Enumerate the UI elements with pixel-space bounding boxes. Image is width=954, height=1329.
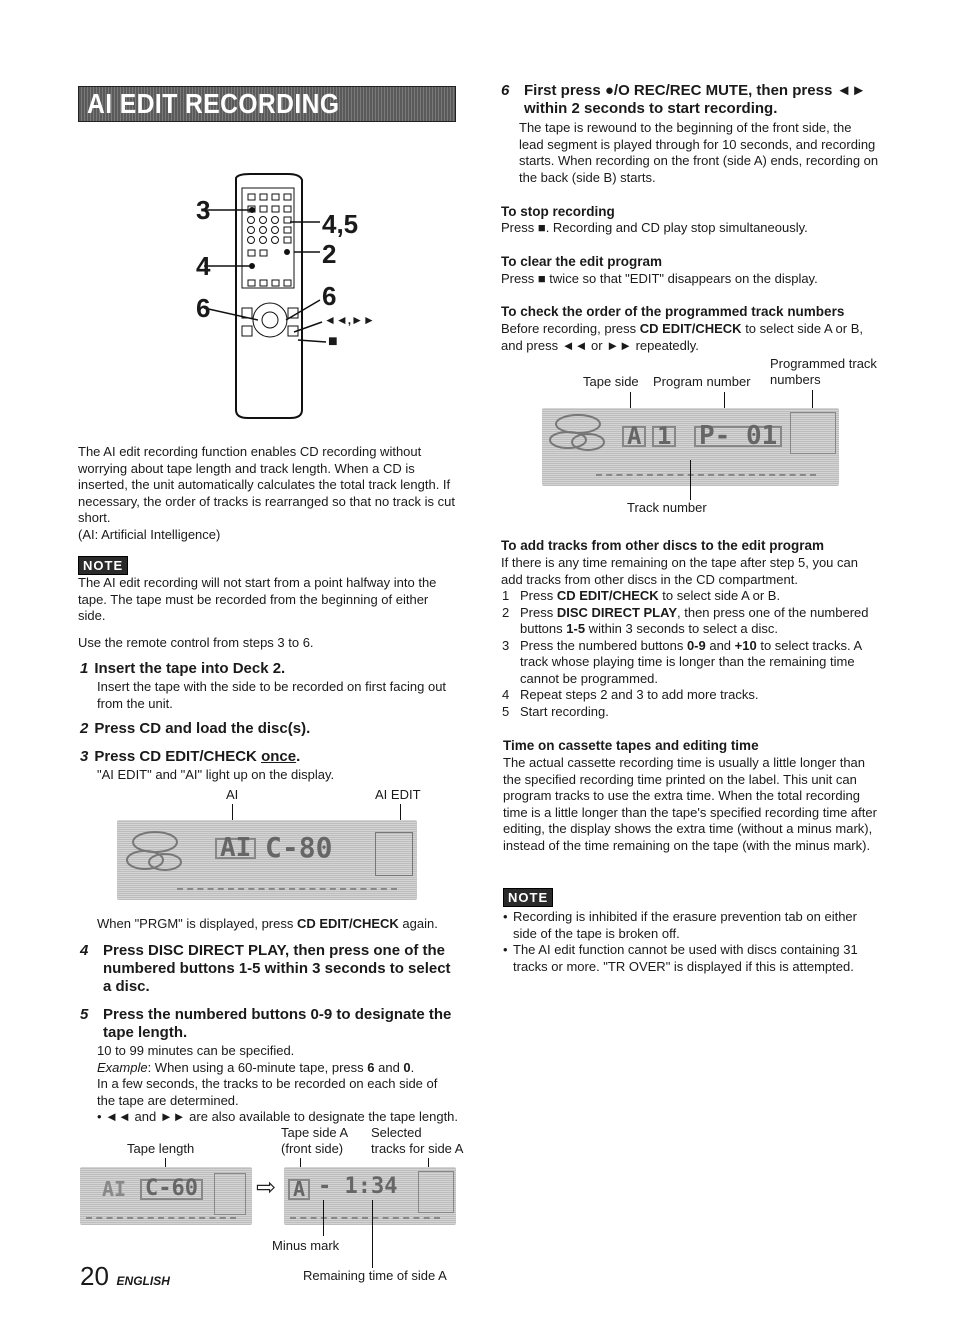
callout-4: 4 [196, 251, 211, 281]
time-text: The actual cassette recording time is usually a little longer than the specified recording time printed on the label. This unit can program tracks to use the extra time. When the total recording time is a little longer than the tape's specified recording time after editing, the display shows the extra time (without a minus mark), instead of the time remaining on the tape (with the minus mark). [503, 755, 877, 853]
callout-stop: ■ [328, 333, 338, 350]
clear-title: To clear the edit program [501, 254, 663, 269]
step-5-body: 10 to 99 minutes can be specified. Example: When using a 60-minute tape, press 6 and 0. In a few seconds, the tracks to be recorded on each side of the tape are determined. • ◄◄ and ►► are also available to designate the tape length. [97, 1043, 459, 1124]
step-3-title: 3 Press CD EDIT/CHECK once. [80, 748, 301, 765]
label-ai-edit: AI EDIT [375, 787, 421, 802]
note-label: NOTE [78, 556, 128, 575]
step-1-title: 1 Insert the tape into Deck 2. [80, 660, 286, 677]
list-item: 2 Press DISC DIRECT PLAY, then press one of the numbered buttons 1-5 within 3 seconds to select a disc. [502, 604, 869, 636]
step-5-title: 5 Press the numbered buttons 0-9 to designate the tape length. [80, 1006, 452, 1041]
leader-remaining [372, 1200, 373, 1268]
label-front-side: (front side) [281, 1141, 344, 1156]
lcd-display-step3 [117, 820, 417, 900]
add-intro: If there is any time remaining on the tape after step 5, you can add tracks from other discs in the CD compartment. [501, 555, 858, 587]
callout-3: 3 [196, 195, 211, 225]
stop-text: Press ■. Recording and CD play stop simultaneously. [501, 220, 808, 235]
callout-6-right: 6 [322, 281, 337, 311]
disc-icon-r [548, 412, 608, 458]
label-tracks-a: tracks for side A [371, 1141, 464, 1156]
callout-2: 2 [322, 239, 337, 269]
step-3-body: "AI EDIT" and "AI" light up on the display. [97, 767, 335, 782]
lcd-level-bar [177, 888, 397, 890]
step-2-title: 2 Press CD and load the disc(s). [80, 720, 311, 737]
callout-4-5: 4,5 [322, 209, 359, 239]
label-selected: Selected [371, 1125, 422, 1140]
callout-6-left: 6 [196, 293, 211, 323]
step-3-after: When "PRGM" is displayed, press CD EDIT/CHECK again. [97, 916, 438, 931]
lcd-remaining-text: - 1:34 [318, 1174, 398, 1199]
intro-block [78, 444, 458, 543]
label-tape-side: Tape side [583, 374, 639, 389]
lcd-display-step5-b: A - 1:34 [284, 1167, 456, 1225]
list-item: 3 Press the numbered buttons 0-9 and +10 to select tracks. A track whose playing time is longer than the remaining time cannot be programmed. [502, 637, 862, 686]
lcd-track-grid [375, 832, 413, 876]
page-footer [80, 1262, 170, 1290]
note-text-left: The AI edit recording will not start from a point halfway into the tape. The tape must be recorded from the beginning of either side. [78, 575, 437, 623]
label-track-number: Track number [627, 500, 707, 515]
time-title: Time on cassette tapes and editing time [503, 738, 759, 753]
remote-control-icon [190, 170, 390, 430]
label-remaining-time: Remaining time of side A [303, 1268, 447, 1283]
intro-paragraph: The AI edit recording function enables CD recording without worrying about tape length and track length. When a CD is inserted, the unit automatically calculates the total track length. If necessary, the order of tracks is rearranged so that no track is cut short. [78, 444, 455, 525]
disc-icon [125, 828, 185, 878]
note-list-right [503, 909, 881, 975]
label-minus-mark: Minus mark [272, 1238, 340, 1253]
callout-skip: ◄◄,►► [324, 313, 375, 327]
check-title: To check the order of the programmed track numbers [501, 304, 845, 319]
note-badge-left [78, 556, 128, 575]
label-numbers: numbers [770, 372, 821, 387]
section-title: AI EDIT RECORDING [87, 88, 340, 119]
lcd-c80-text: C-80 [265, 831, 333, 864]
label-tape-length: Tape length [127, 1141, 195, 1156]
label-programmed-track: Programmed track [770, 356, 877, 371]
step-4-title: 4 Press DISC DIRECT PLAY, then press one of the numbered buttons 1-5 within 3 seconds to select a disc. [80, 942, 451, 995]
step-6-body: The tape is rewound to the beginning of the front side, the lead segment is played through for 10 seconds, and recording starts. When recording on the front (side A) ends, recording on the back (side B) starts. [519, 120, 879, 185]
add-title: To add tracks from other discs to the edit program [501, 538, 825, 553]
list-item: 4 Repeat steps 2 and 3 to add more tracks. [502, 687, 759, 702]
add-steps-list [502, 588, 882, 720]
remote-hint: Use the remote control from steps 3 to 6. [78, 635, 314, 650]
page-language: ENGLISH [116, 1274, 170, 1288]
step-1-body: Insert the tape with the side to be recorded on first facing out from the unit. [97, 679, 447, 711]
clear-text: Press ■ twice so that "EDIT" disappears on the display. [501, 271, 818, 286]
list-item: 5 Start recording. [502, 703, 609, 719]
lcd-display-check: A 1 P- 01 [542, 408, 839, 486]
list-item: 1 Press CD EDIT/CHECK to select side A or B. [502, 588, 781, 603]
lcd-display-step5-a: AI C-60 [80, 1167, 252, 1225]
section-title-bar [78, 86, 456, 122]
intro-ai-definition: (AI: Artificial Intelligence) [78, 526, 221, 542]
remote-illustration [190, 170, 390, 430]
note-bullet: • The AI edit function cannot be used with discs containing 31 tracks or more. "TR OVER" is displayed if this is attempted. [503, 942, 858, 974]
leader-minus [323, 1200, 324, 1236]
label-tape-side-a: Tape side A [281, 1125, 349, 1140]
step-6-title: 6 First press ●/O REC/REC MUTE, then press ◄► within 2 seconds to start recording. [501, 82, 867, 117]
check-text: Before recording, press CD EDIT/CHECK to select side A or B, and press ◄◄ or ►► repeatedly. [501, 321, 863, 353]
page-number: 20 [80, 1261, 109, 1291]
stop-title: To stop recording [501, 204, 615, 219]
leader-track-number [690, 460, 691, 500]
label-ai: AI [226, 787, 239, 802]
note-badge-right: NOTE [503, 888, 553, 907]
arrow-icon: ⇨ [256, 1174, 277, 1201]
lcd-ai-text: AI [215, 838, 256, 859]
label-program-number: Program number [653, 374, 751, 389]
lcd-c60-text: C-60 [140, 1179, 203, 1200]
lcd-p01-text: P- 01 [694, 426, 782, 447]
note-bullet: • Recording is inhibited if the erasure prevention tab on either side of the tape is broken off. [503, 909, 857, 941]
